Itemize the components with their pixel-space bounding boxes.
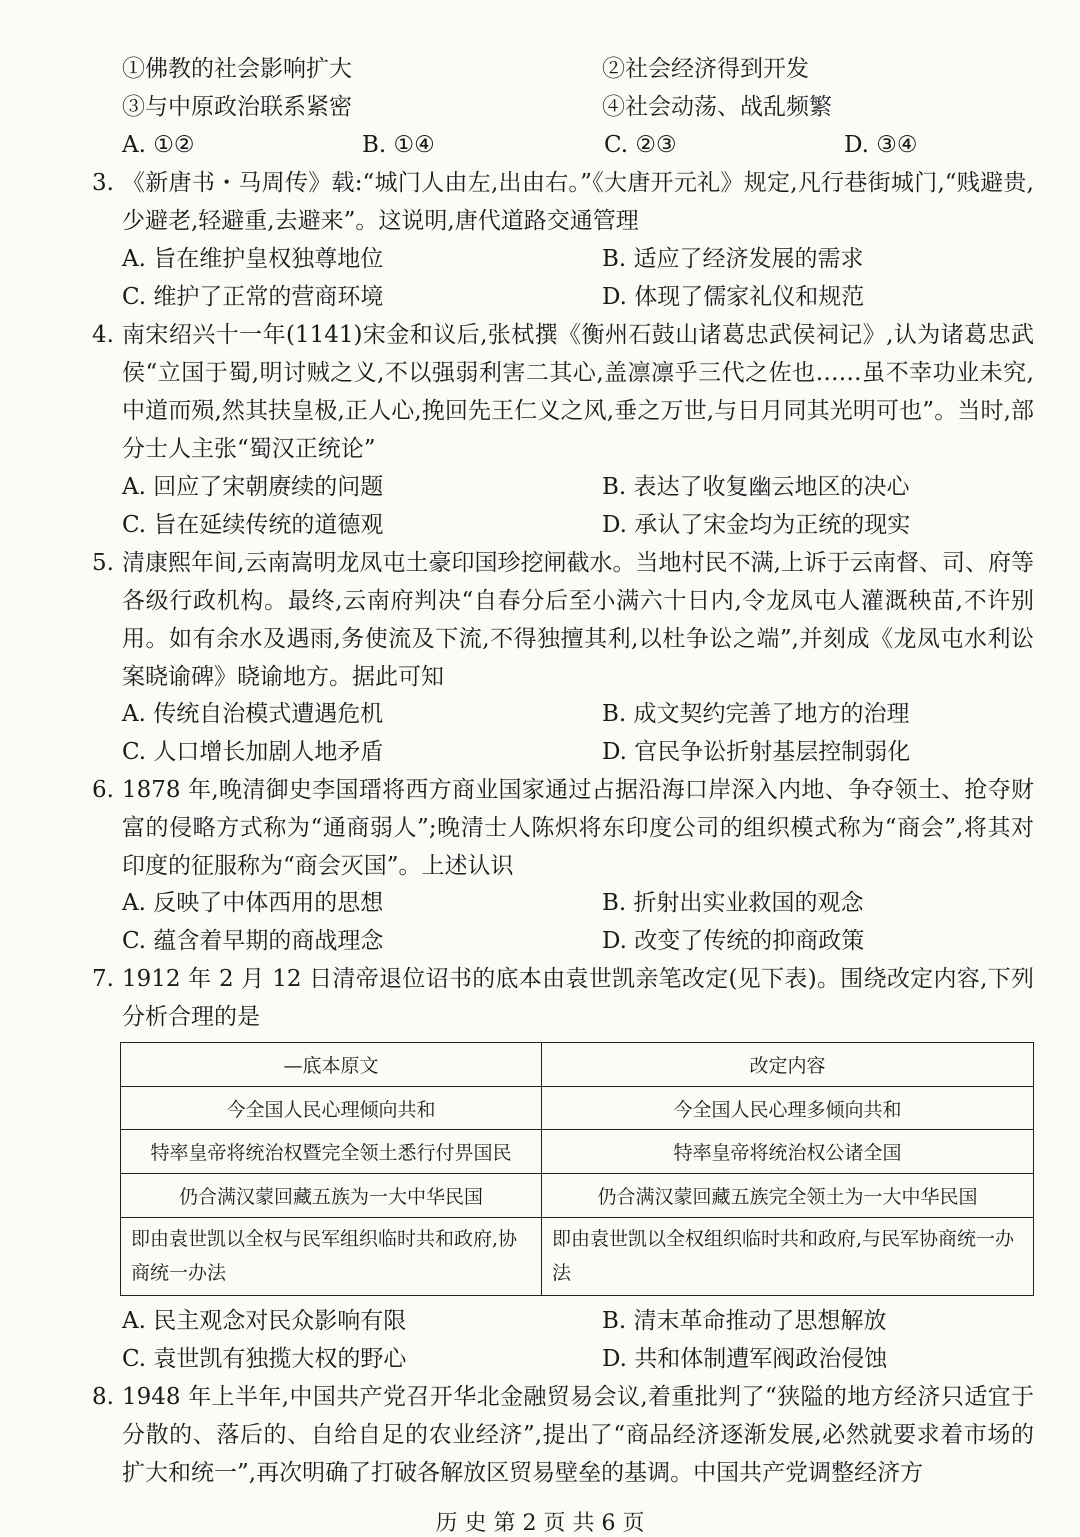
comparison-table <box>120 1042 1034 1296</box>
choice-c: C. 袁世凯有独揽大权的野心 <box>122 1346 407 1372</box>
table-row <box>121 1217 1034 1295</box>
table-cell: 特率皇帝将统治权暨完全领土悉行付畀国民 <box>121 1130 542 1174</box>
choice-d: D. 承认了宋金均为正统的现实 <box>602 512 911 538</box>
question-number: 7. <box>92 966 114 992</box>
table-cell: 仍合满汉蒙回藏五族完全领土为一大中华民国 <box>542 1174 1034 1218</box>
choice-c: C. 蕴含着早期的商战理念 <box>122 928 384 954</box>
choice-a: A. 回应了宋朝赓续的问题 <box>122 474 384 500</box>
question-stem: 《新唐书・马周传》载:“城门人由左,出由右。”《大唐开元礼》规定,凡行巷街城门,“贱避贵,少避老,轻避重,去避来”。这说明,唐代道路交通管理 <box>122 170 1034 234</box>
table-header: 改定内容 <box>542 1043 1034 1087</box>
choice-a: A. 传统自治模式遭遇危机 <box>122 701 384 727</box>
table-cell: 仍合满汉蒙回藏五族为一大中华民国 <box>121 1174 542 1218</box>
table-row <box>121 1130 1034 1174</box>
question-stem: 南宋绍兴十一年(1141)宋金和议后,张栻撰《衡州石鼓山诸葛忠武侯祠记》,认为诸葛忠武侯“立国于蜀,明讨贼之义,不以强弱利害二其心,盖凛凛乎三代之佐也……虽不幸功业未究,中道而殒,然其扶皇极,正人心,挽回先王仁义之风,垂之万世,与日月同其光明可也”。当时,部分士人主张“蜀汉正统论” <box>122 322 1034 462</box>
choice-d: D. 官民争讼折射基层控制弱化 <box>602 739 911 765</box>
table-row <box>121 1174 1034 1218</box>
question-number: 8. <box>92 1384 114 1410</box>
choice-b: B. 清末革命推动了思想解放 <box>602 1308 887 1334</box>
table-row <box>121 1086 1034 1130</box>
choice-b: B. 表达了收复幽云地区的决心 <box>602 474 910 500</box>
choice-b: B. 适应了经济发展的需求 <box>602 246 864 272</box>
question-stem: 1878 年,晚清御史李国瑨将西方商业国家通过占据沿海口岸深入内地、争夺领土、抢夺财富的侵略方式称为“通商弱人”;晚清士人陈炽将东印度公司的组织模式称为“商会”,将其对印度的征服称为“商会灭国”。上述认识 <box>122 777 1034 879</box>
choice-c: C. 人口增长加剧人地矛盾 <box>122 739 384 765</box>
choice-a: A. ①② <box>122 132 195 158</box>
table-header-row <box>121 1043 1034 1087</box>
choice-a: A. 反映了中体西用的思想 <box>122 890 384 916</box>
question-stem: 1912 年 2 月 12 日清帝退位诏书的底本由袁世凯亲笔改定(见下表)。围绕改定内容,下列分析合理的是 <box>122 966 1034 1030</box>
question-stem: 1948 年上半年,中国共产党召开华北金融贸易会议,着重批判了“狭隘的地方经济只适宜于分散的、落后的、自给自足的农业经济”,提出了“商品经济逐渐发展,必然就要求着市场的扩大和统一”,再次明确了打破各解放区贸易壁垒的基调。中国共产党调整经济方 <box>122 1384 1034 1486</box>
choice-d: D. 体现了儒家礼仪和规范 <box>602 284 865 310</box>
choice-a: A. 民主观念对民众影响有限 <box>122 1308 407 1334</box>
table-cell: 今全国人民心理倾向共和 <box>121 1086 542 1130</box>
choice-d: D. 共和体制遭军阀政治侵蚀 <box>602 1346 888 1372</box>
choice-c: C. ②③ <box>604 132 677 158</box>
question-number: 6. <box>92 777 114 803</box>
page-footer: 历 史 第 2 页 共 6 页 <box>435 1511 645 1536</box>
option-3: ③与中原政治联系紧密 <box>122 94 352 120</box>
question-number: 4. <box>92 322 114 348</box>
question-number: 5. <box>92 550 114 576</box>
choice-d: D. 改变了传统的抑商政策 <box>602 928 865 954</box>
option-4: ④社会动荡、战乱频繁 <box>602 94 832 120</box>
choice-d: D. ③④ <box>844 132 918 158</box>
choice-b: B. 折射出实业救国的观念 <box>602 890 864 916</box>
table-cell: 特率皇帝将统治权公诸全国 <box>542 1130 1034 1174</box>
option-1: ①佛教的社会影响扩大 <box>122 56 352 82</box>
option-2: ②社会经济得到开发 <box>602 56 809 82</box>
table-header: —底本原文 <box>121 1043 542 1087</box>
table-cell: 即由袁世凯以全权组织临时共和政府,与民军协商统一办法 <box>542 1217 1034 1295</box>
question-stem: 清康熙年间,云南嵩明龙凤屯土豪印国珍挖闸截水。当地村民不满,上诉于云南督、司、府等各级行政机构。最终,云南府判决“自春分后至小满六十日内,令龙凤屯人灌溉秧苗,不许别用。如有余水及遇雨,务使流及下流,不得独擅其利,以杜争讼之端”,并刻成《龙凤屯水利讼案晓谕碑》晓谕地方。据此可知 <box>122 550 1034 690</box>
choice-b: B. 成文契约完善了地方的治理 <box>602 701 910 727</box>
choice-c: C. 旨在延续传统的道德观 <box>122 512 384 538</box>
choice-b: B. ①④ <box>362 132 435 158</box>
question-number: 3. <box>92 170 114 196</box>
choice-c: C. 维护了正常的营商环境 <box>122 284 384 310</box>
table-cell: 即由袁世凯以全权与民军组织临时共和政府,协商统一办法 <box>121 1217 542 1295</box>
choice-a: A. 旨在维护皇权独尊地位 <box>122 246 384 272</box>
table-cell: 今全国人民心理多倾向共和 <box>542 1086 1034 1130</box>
